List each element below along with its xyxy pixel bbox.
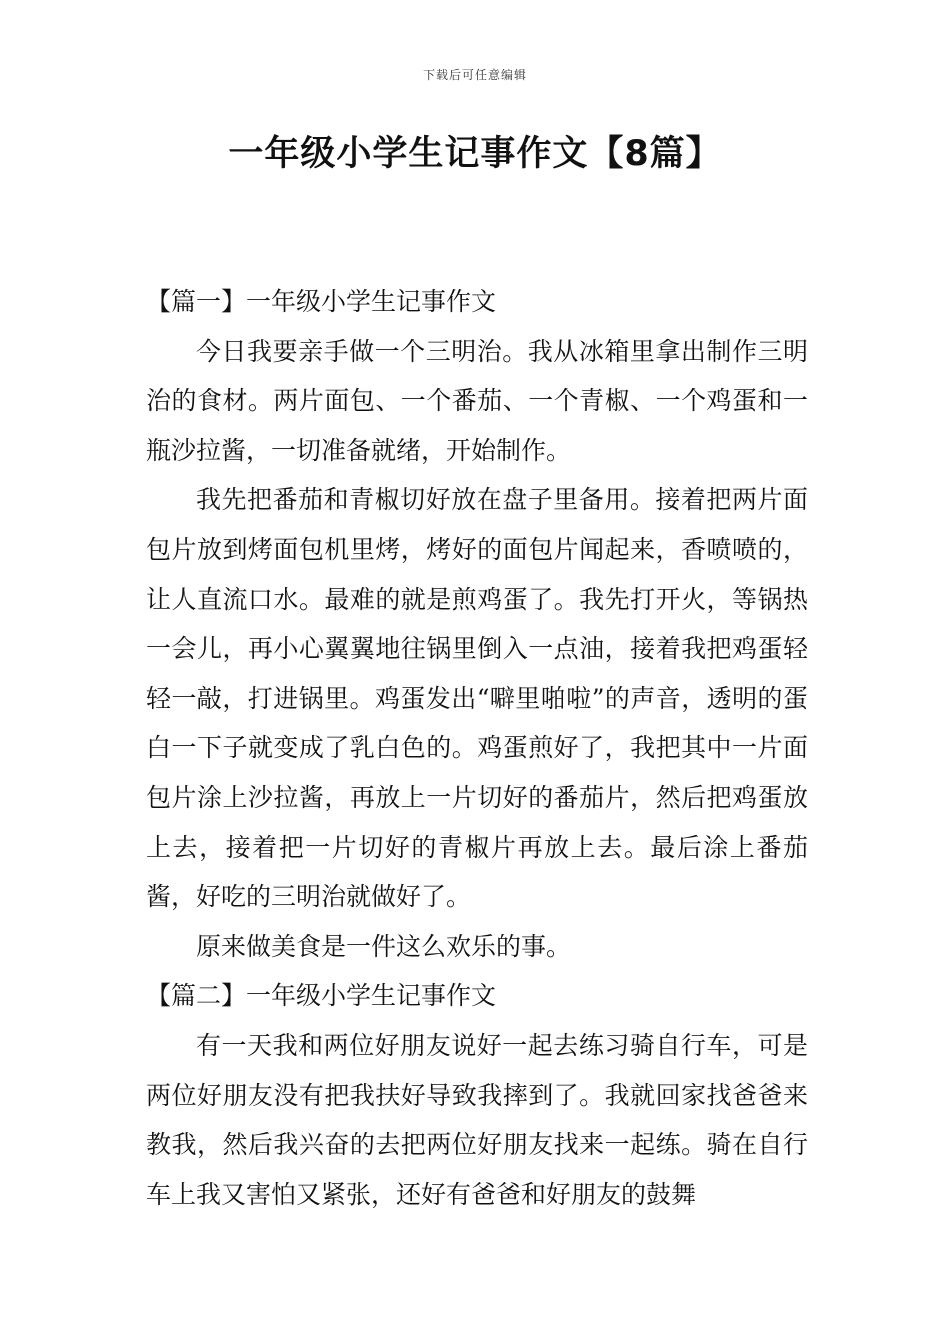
section-heading-1: 【篇一】一年级小学生记事作文 bbox=[146, 287, 497, 316]
section-heading-2: 【篇二】一年级小学生记事作文 bbox=[146, 981, 497, 1011]
paragraph: 我先把番茄和青椒切好放在盘子里备用。接着把两片面包片放到烤面包机里烤，烤好的面包片闻起来，香喷喷的，让人直流口水。最难的就是煎鸡蛋了。我先打开火，等锅热一会儿，再小心翼翼地往锅里倒入一点油，接着我把鸡蛋轻轻一敲，打进锅里。鸡蛋发出“噼里啪啦”的声音，透明的蛋白一下子就变成了乳白色的。鸡蛋煎好了，我把其中一片面包片涂上沙拉酱，再放上一片切好的番茄片，然后把鸡蛋放上去，接着把一片切好的青椒片再放上去。最后涂上番茄酱，好吃的三明治就做好了。 bbox=[146, 485, 808, 912]
document-body bbox=[146, 277, 808, 1219]
header-note: 下载后可任意编辑 bbox=[422, 68, 527, 82]
document-title: 一年级小学生记事作文【8篇】 bbox=[228, 134, 722, 174]
paragraph: 今日我要亲手做一个三明治。我从冰箱里拿出制作三明治的食材。两片面包、一个番茄、一个青椒、一个鸡蛋和一瓶沙拉酱，一切准备就绪，开始制作。 bbox=[146, 336, 808, 465]
paragraph: 原来做美食是一件这么欢乐的事。 bbox=[196, 931, 572, 961]
paragraph: 有一天我和两位好朋友说好一起去练习骑自行车，可是两位好朋友没有把我扶好导致我摔到了。我就回家找爸爸来教我，然后我兴奋的去把两位好朋友找来一起练。骑在自行车上我又害怕又紧张，还好有爸爸和好朋友的鼓舞 bbox=[146, 1030, 808, 1209]
